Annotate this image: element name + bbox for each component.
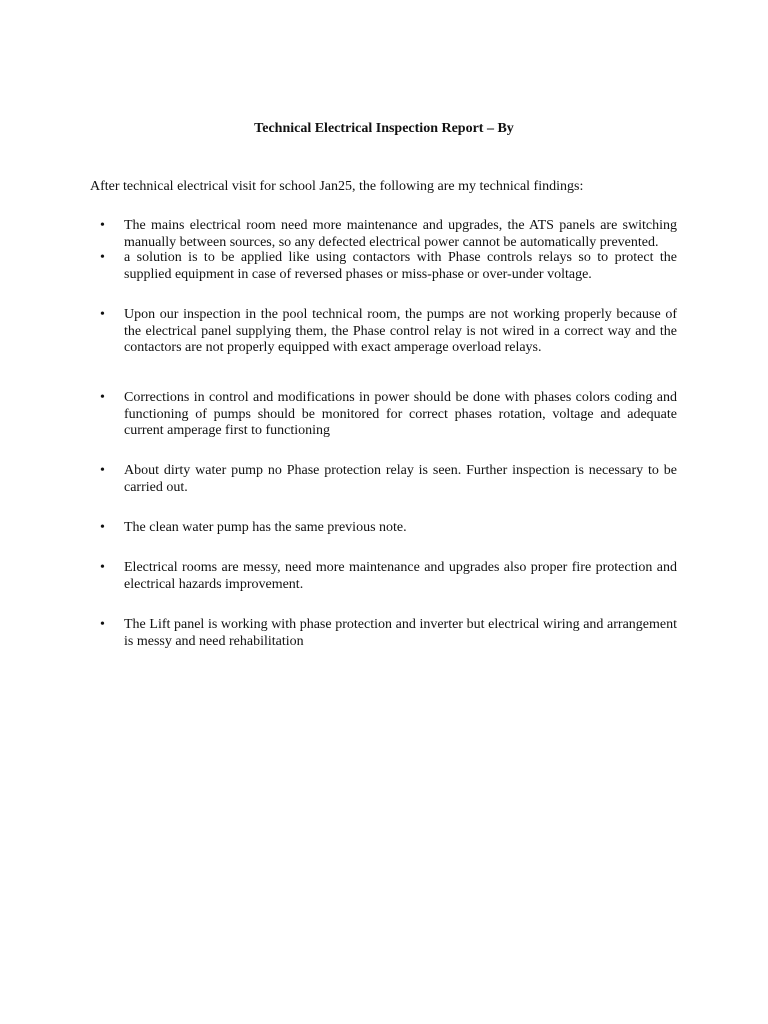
report-title: Technical Electrical Inspection Report – By: [254, 121, 514, 136]
intro-paragraph: After technical electrical visit for school Jan25, the following are my technical findings:: [90, 179, 584, 194]
finding-text: Corrections in control and modifications in power should be done with phases colors coding and functioning of pumps should be monitored for correct phases rotation, voltage and adequate current amperage first to functioning: [124, 390, 677, 438]
bullet-icon: •: [100, 307, 105, 322]
finding-item: [100, 560, 677, 593]
finding-item: [100, 463, 677, 496]
finding-item: [100, 250, 677, 283]
finding-text: The clean water pump has the same previous note.: [124, 520, 407, 535]
finding-text: Upon our inspection in the pool technical room, the pumps are not working properly because of the electrical panel supplying them, the Phase control relay is not wired in a correct way and the contactors are not properly equipped with exact amperage overload relays.: [124, 307, 677, 355]
finding-item: [100, 218, 677, 251]
bullet-icon: •: [100, 218, 105, 233]
bullet-icon: •: [100, 250, 105, 265]
finding-text: About dirty water pump no Phase protection relay is seen. Further inspection is necessary to be carried out.: [124, 463, 677, 495]
finding-text: The Lift panel is working with phase protection and inverter but electrical wiring and arrangement is messy and need rehabilitation: [124, 617, 677, 649]
finding-item: [100, 307, 677, 357]
finding-item: [100, 617, 677, 650]
bullet-icon: •: [100, 617, 105, 632]
finding-text: a solution is to be applied like using contactors with Phase controls relays so to protect the supplied equipment in case of reversed phases or miss-phase or over-under voltage.: [124, 250, 677, 282]
finding-text: Electrical rooms are messy, need more maintenance and upgrades also proper fire protection and electrical hazards improvement.: [124, 560, 677, 592]
bullet-icon: •: [100, 390, 105, 405]
finding-item: [100, 390, 677, 440]
bullet-icon: •: [100, 463, 105, 478]
finding-text: The mains electrical room need more maintenance and upgrades, the ATS panels are switching manually between sources, so any defected electrical power cannot be automatically prevented.: [124, 218, 677, 250]
finding-item: [100, 520, 677, 537]
bullet-icon: •: [100, 520, 105, 535]
bullet-icon: •: [100, 560, 105, 575]
